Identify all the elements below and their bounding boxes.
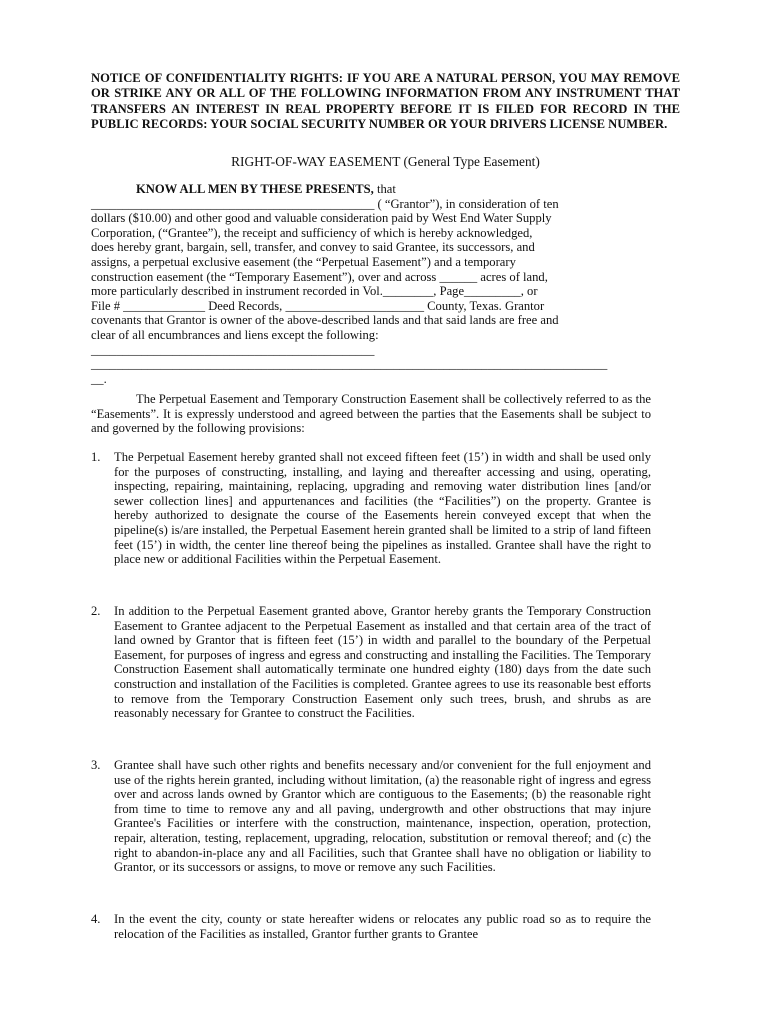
lead-word: THESE bbox=[260, 182, 303, 196]
provision-text: In the event the city, county or state hereafter widens or relocates any public road so as to require the relocation of the Facilities as installed, Grantor further grants to Grantee bbox=[114, 912, 651, 941]
intro-paragraph bbox=[91, 182, 651, 386]
intro-line: construction easement (the “Temporary Easement”), over and across ______ acres of land, bbox=[91, 269, 548, 284]
intro-line: dollars ($10.00) and other good and valuable consideration paid by West End Water Supply bbox=[91, 211, 552, 226]
intro-lead-line bbox=[91, 182, 651, 197]
provision-number: 1. bbox=[91, 450, 101, 464]
lead-word: KNOW bbox=[136, 182, 178, 196]
except-line bbox=[91, 328, 651, 343]
provision-text: The Perpetual Easement hereby granted shall not exceed fifteen feet (15’) in width and shall be used only for the purposes of constructing, installing, and laying and thereafter accessing and using, operating, inspecting, repairing, maintaining, replacing, upgrading and removing water distribution lines [and/or sewer collection lines] and appurtenances and facilities (the “Facilities”) on the property. Grantee is hereby authorized to designate the course of the Easements herein conveyed except that when the pipeline(s) is/are installed, the Perpetual Easement herein granted shall be limited to a strip of land fifteen feet (15’) in width, the center line thereof being the pipelines as installed. Grantee shall have the right to place new or additional Facilities within the Perpetual Easement. bbox=[114, 450, 651, 567]
blank-line: _____________________________________________ bbox=[91, 342, 375, 357]
intro-line: Corporation, (“Grantee”), the receipt and sufficiency of which is hereby acknowledged, bbox=[91, 225, 533, 240]
intro-line: File # _____________ Deed Records, ______________________ County, Texas. Grantor bbox=[91, 298, 545, 313]
intro-line: covenants that Grantor is owner of the above-described lands and that said lands are free and bbox=[91, 313, 559, 328]
intro-line: does hereby grant, bargain, sell, transfer, and convey to said Grantee, its successors, and bbox=[91, 240, 535, 255]
except-word: the bbox=[307, 327, 323, 342]
lead-word: PRESENTS, bbox=[305, 182, 374, 196]
except-word: and bbox=[223, 327, 242, 342]
lead-word: BY bbox=[240, 182, 258, 196]
document-title: RIGHT-OF-WAY EASEMENT (General Type Easement) bbox=[231, 154, 540, 169]
intro-line: _____________________________________________ ( “Grantor”), in consideration of ten bbox=[91, 196, 559, 211]
except-word: except bbox=[271, 327, 305, 342]
lead-word: that bbox=[376, 182, 396, 196]
intro-line: assigns, a perpetual exclusive easement (the “Perpetual Easement”) and a temporary bbox=[91, 254, 516, 269]
provision-number: 4. bbox=[91, 912, 101, 926]
lead-word: MEN bbox=[207, 182, 238, 196]
except-word: liens bbox=[244, 327, 269, 342]
provision-text: In addition to the Perpetual Easement granted above, Grantor hereby grants the Temporary Construction Easement to Grantee adjacent to the Perpetual Easement as installed and that certain area of the tract of land owned by Grantor that is fifteen feet (15’) in width and parallel to the boundary of the Perpetual Easement, for purposes of ingress and egress and constructing and installing the Facilities. The Temporary Construction Easement shall automatically terminate one hundred eighty (180) days from the date such construction and installation of the Facilities is completed. Grantee agrees to use its reasonable best efforts to remove from the Temporary Construction Easement only such trees, brush, and shrubs as are reasonably necessary for Grantee to construct the Facilities. bbox=[114, 604, 651, 721]
confidentiality-notice: NOTICE OF CONFIDENTIALITY RIGHTS: IF YOU ARE A NATURAL PERSON, YOU MAY REMOVE OR STRIKE ANY OR ALL OF THE FOLLOWING INFORMATION FROM ANY INSTRUMENT THAT TRANSFERS AN INTEREST IN REAL PROPERTY BEFORE IT IS FILED FOR RECORD IN THE PUBLIC RECORDS: YOUR SOCIAL SECURITY NUMBER OR YOUR DRIVERS LICENSE NUMBER. bbox=[91, 71, 680, 132]
lead-word: ALL bbox=[179, 182, 205, 196]
intro-line: more particularly described in instrument recorded in Vol.________, Page_________, or bbox=[91, 284, 538, 299]
provision-number: 3. bbox=[91, 758, 101, 772]
except-word: following: bbox=[326, 327, 379, 342]
blank-line: __________________________________________________________________________________ bbox=[91, 357, 608, 372]
except-word: encumbrances bbox=[148, 327, 221, 342]
except-word: of bbox=[118, 327, 130, 342]
except-word: all bbox=[132, 327, 145, 342]
provision-text: Grantee shall have such other rights and benefits necessary and/or convenient for the full enjoyment and use of the rights herein granted, including without limitation, (a) the reasonable right of ingress and egress over and across lands owned by Grantor which are contiguous to the Easements; (b) the reasonable right from time to time to remove any and all paving, undergrowth and other obstructions that may injure Grantee's Facilities or interfere with the construction, maintenance, inspection, operation, protection, repair, alteration, testing, replacement, upgrading, relocation, substitution or removal thereof; and (c) the right to abandon-in-place any and all Facilities, such that Grantee shall have no obligation or liability to Grantor, or its successors or assigns, to move or remove any such Facilities. bbox=[114, 758, 651, 875]
collective-paragraph: The Perpetual Easement and Temporary Construction Easement shall be collectively referred to as the “Easements”. It is expressly understood and agreed between the parties that the Easements shall be subject to and governed by the following provisions: bbox=[91, 392, 651, 436]
blank-line: __. bbox=[91, 371, 107, 386]
provision-number: 2. bbox=[91, 604, 101, 618]
except-word: clear bbox=[91, 327, 116, 342]
